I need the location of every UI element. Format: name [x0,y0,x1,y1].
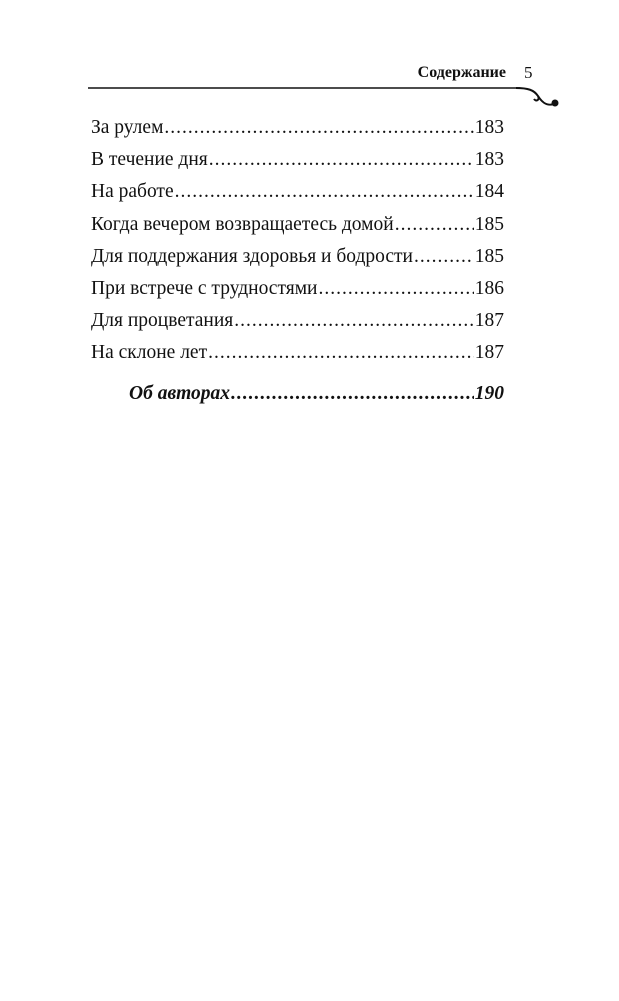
toc-entry-page: 190 [474,383,504,404]
leader-dots [414,245,474,269]
toc-entry[interactable] [91,277,504,301]
toc-entry-authors[interactable] [129,382,504,406]
toc-entry-page: 183 [474,117,504,138]
toc-entry[interactable] [91,116,504,140]
toc-entry[interactable] [91,180,504,204]
toc-entry[interactable] [91,213,504,237]
toc-entry[interactable] [91,341,504,365]
toc-entry-page: 185 [474,246,504,267]
toc-entry-page: 185 [474,214,504,235]
leader-dots [318,277,473,301]
toc-entry-page: 187 [474,342,504,363]
toc-entry-page: 183 [474,149,504,170]
leader-dots [231,382,474,406]
toc-entry-title: Об авторах [129,383,231,404]
leader-dots [208,341,474,365]
header-rule-ornament [88,80,568,110]
running-header-title: Содержание [417,64,506,81]
toc-entry-page: 187 [474,310,504,331]
toc-entry-title: На склоне лет [91,342,208,363]
leader-dots [175,180,474,204]
toc-entry[interactable] [91,148,504,172]
toc-entry-title: Для поддержания здоровья и бодрости [91,246,413,267]
toc-entry-page: 186 [474,278,504,299]
toc-entry[interactable] [91,309,504,333]
toc-entry-title: На работе [91,181,174,202]
leader-dots [395,213,474,237]
toc-entry-title: При встрече с трудностями [91,278,318,299]
leader-dots [164,116,473,140]
toc-entry[interactable] [91,245,504,269]
page-number: 5 [524,63,533,82]
toc-entry-title: В течение дня [91,149,208,170]
toc-entry-title: За рулем [91,117,164,138]
toc-entry-page: 184 [474,181,504,202]
toc-entry-title: Когда вечером возвращаетесь домой [91,214,394,235]
leader-dots [234,309,473,333]
toc-entry-title: Для процветания [91,310,234,331]
leader-dots [209,148,474,172]
